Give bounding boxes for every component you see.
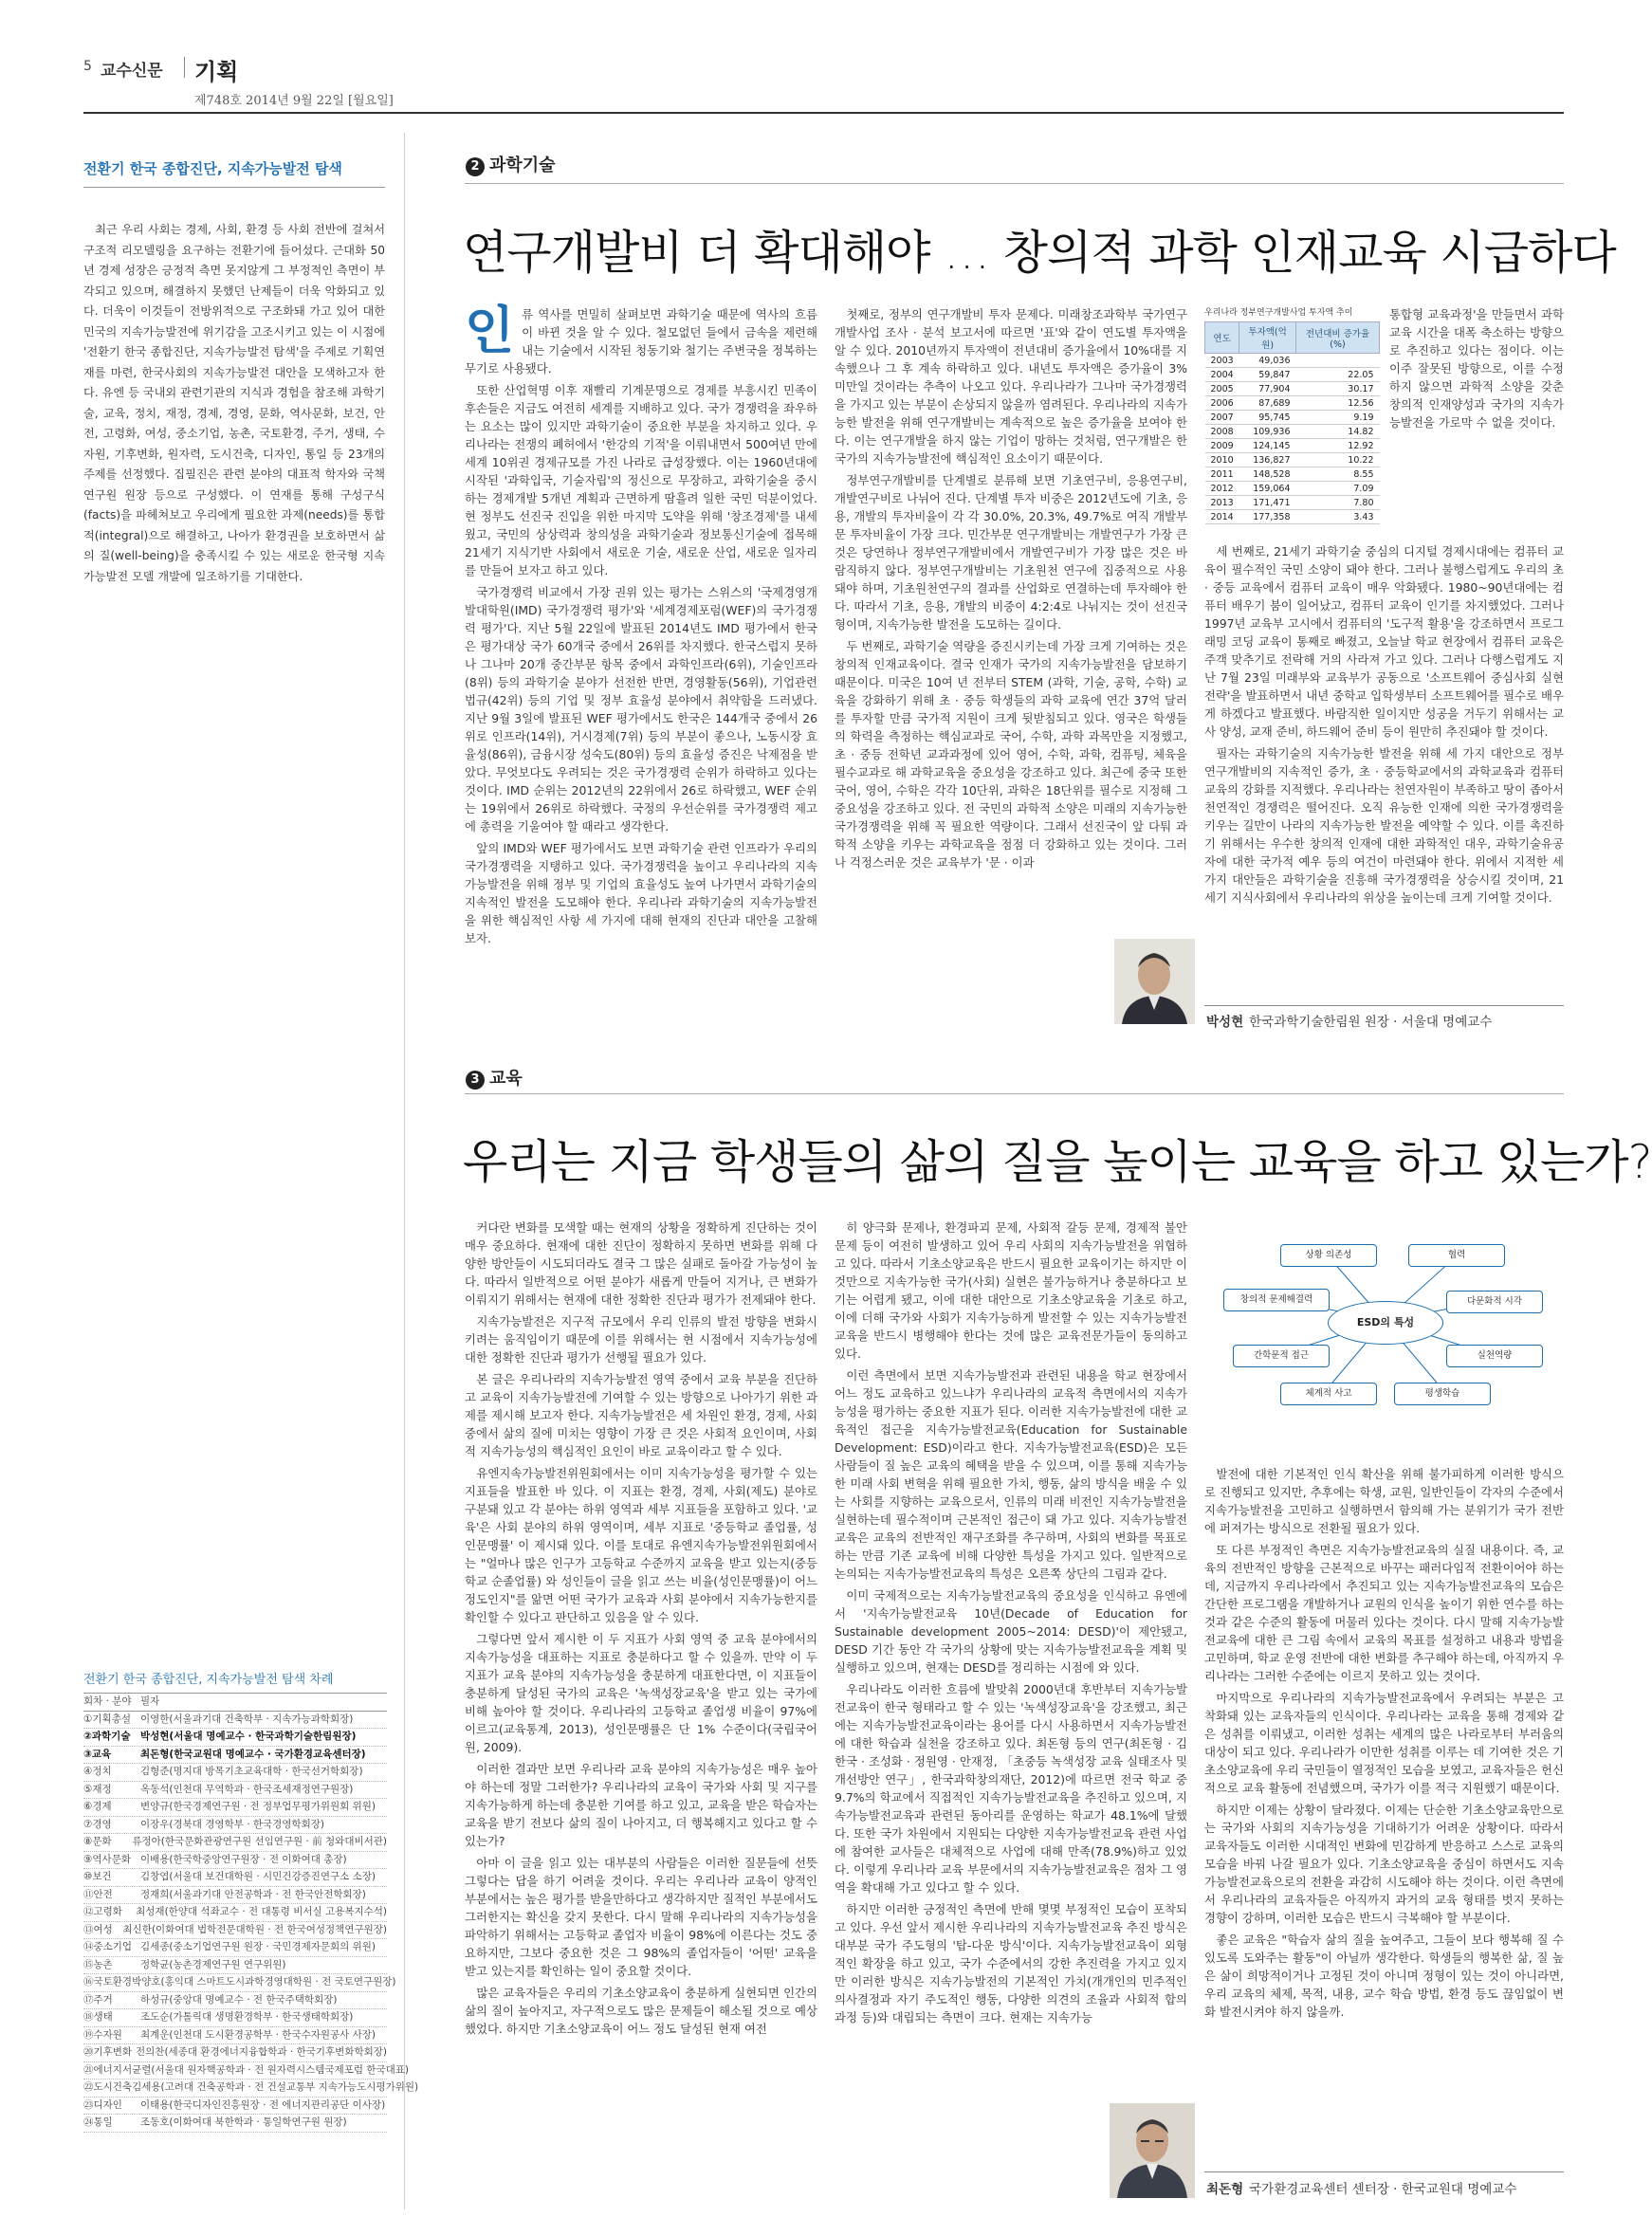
toc-row-author: 박양호(홍익대 스마트도시과학경영대학원 · 전 국토연구원장) — [132, 1976, 396, 1988]
toc-row — [83, 1747, 387, 1765]
article1-paragraph: 국가경쟁력 비교에서 가장 권위 있는 평가는 스위스의 '국제경영개발대학원(IMD) 국가경쟁력 평가'와 '세계경제포럼(WEF)의 국가경쟁력 평가'다. 지난 5월 22일에 발표된 2014년도 IMD 평가에서 한국은 평가대상 국가 60개국 중에서 26위를 차지했다. 한국스럽지 못하나 그나마 20개 중간부문 항목 중에서 과학인프라(6위), 기술인프라(8위) 등의 과학기술 분야가 선전한 반면, 경영활동(56위), 기업관련 법규(42위) 등의 기업 및 정부 효율성 분야에서 취약함을 드러냈다. 지난 9월 3일에 발표된 WEF 평가에서도 한국은 144개국 중에서 26위로 인프라(14위), 거시경제(7위) 등의 부분이 좋으나, 노동시장 효율성(86위), 금융시장 성숙도(80위) 등의 효율성 증진은 낙제점을 받았다. 무엇보다도 우려되는 것은 국가경쟁력 순위가 하락하고 있다는 것이다. IMD 순위는 2012년의 22위에서 26로 하락했고, WEF 순위는 19위에서 26위로 하락했다. 국정의 우선순위를 국가경쟁력 제고에 총력을 기울여야 할 때라고 생각한다. — [465, 585, 817, 834]
toc-row-topic: ⑥경제 — [83, 1801, 112, 1812]
toc-row — [83, 1922, 387, 1940]
toc-row-author: 최돈형(한국교원대 명예교수 · 국가환경교육센터장) — [140, 1748, 366, 1760]
table-cell-growth: 7.80 — [1296, 496, 1380, 510]
article2-col3 — [1204, 1465, 1564, 2162]
table-row — [1205, 510, 1380, 524]
toc-row-author: 변양규(한국경제연구원 · 전 정부업무평가위원회 위원) — [140, 1801, 376, 1812]
article1-byline-title: 한국과학기술한림원 원장 · 서울대 명예교수 — [1249, 1015, 1493, 1030]
table-cell-amount: 95,745 — [1239, 411, 1296, 425]
toc-row-author: 김세종(중소기업연구원 원장 · 국민경제자문회의 위원) — [140, 1941, 376, 1952]
article2-tag — [466, 1065, 523, 1090]
article2-headline: 우리는 지금 학생들의 삶의 질을 높이는 교육을 하고 있는가? — [463, 1135, 1652, 1189]
toc-row-topic: ⑳기후변화 — [83, 2046, 133, 2058]
article1-col1 — [465, 301, 817, 951]
toc-row — [83, 1992, 387, 2010]
table-cell-amount: 171,471 — [1239, 496, 1296, 510]
table-cell-year: 2003 — [1205, 354, 1239, 368]
article2-tag-label: 교육 — [489, 1069, 523, 1089]
table-cell-amount: 136,827 — [1239, 453, 1296, 467]
series-intro-text: 최근 우리 사회는 경제, 사회, 환경 등 사회 전반에 걸쳐서 구조적 리모델링을 요구하는 전환기에 들어섰다. 근대화 50년 경제 성장은 긍정적 측면 못지않게 그 부정적인 측면이 부각되고 있으며, 해결하지 못했던 난제들이 더욱 악화되고 있다. 더욱이 이것들이 전방위적으로 구조화돼 가고 있어 대한민국의 지속가능발전에 위기감을 고조시키고 있는 이 시점에 '전환기 한국 종합진단, 지속가능발전 탐색'을 주제로 기획연재를 마련, 한국사회의 지속가능발전 대안을 모색하고자 한다. 유엔 등 국내외 관련기관의 지식과 경험을 참조해 과학기술, 교육, 정치, 재정, 경제, 경영, 문화, 역사문화, 보건, 안전, 고령화, 여성, 중소기업, 농촌, 국토환경, 주거, 생태, 수자원, 기후변화, 원자력, 도시건축, 디자인, 통일 등 23개의 주제를 선정했다. 집필진은 관련 분야의 대표적 학자와 국책연구원 원장 등으로 구성했다. 이 연재를 통해 구성구식(facts)을 파헤쳐보고 우리에게 필요한 과제(needs)를 통합적(integral)으로 해결하고, 나아가 환경권을 보호하면서 삶의 질(well-being)을 충족시킬 수 있는 새로운 한국형 지속가능발전 모델 개발에 일조하기를 기대한다. — [83, 223, 385, 583]
table-cell-year: 2011 — [1205, 467, 1239, 482]
article2-col1 — [465, 1218, 817, 2209]
article2-paragraph: 아마 이 글을 읽고 있는 대부분의 사람들은 이러한 질문들에 선뜻 그렇다는 답을 하기 어려울 것이다. 우리는 우리나라 교육이 양적인 부분에서는 높은 평가를 받을만하다고 생각하지만 질적인 부분에서도 그러한지는 확신을 갖지 못한다. 다시 말해 우리나라의 지속가능성을 파악하기 위해서는 고등학교 졸업자 비율이 98%에 이른다는 것도 중요하지만, 그보다 중요한 것은 그 98%의 졸업자들이 '어떤' 교육을 받고 있는지를 확인하는 일이 중요할 것이다. — [465, 1856, 817, 1978]
author-photo-choi-image — [1110, 2103, 1195, 2198]
toc-row — [83, 2115, 387, 2133]
article2-paragraph: 이러한 결과만 보면 우리나라 교육 분야의 지속가능성은 매우 높아야 하는데 정말 그러한가? 우리나라의 교육이 국가와 사회 및 지구를 지속가능하게 하는데 충분한 기여를 하고 있고, 교육을 받은 학습자는 교육을 받기 전보다 삶의 질이 나아지고, 더 행복해지고 있다고 할 수 있는가? — [465, 1762, 817, 1848]
table-row — [1205, 482, 1380, 496]
series-title-rule — [83, 187, 385, 188]
author-photo-park-image — [1114, 939, 1195, 1024]
toc-row-topic: ⑬여성 — [83, 1923, 113, 1935]
table-row — [1205, 411, 1380, 425]
article1-col3-bot-text: 필자는 과학기술의 지속가능한 발전을 위해 세 가지 대안으로 정부 연구개발비의 지속적인 증가, 초 · 중등학교에서의 과학교육과 컴퓨터 교육의 강화를 지적했다. 우리나라는 천연자원이 부족하고 땅이 좁아서 천연적인 경쟁력은 떨어진다. 오직 유능한 인재에 의한 국가경쟁력을 키우는 길만이 나라의 지속가능한 발전을 예약할 수 있다. 이를 촉진하기 위해서는 우수한 창의적 인재에 대한 과학적인 대우, 과학기술유공자에 대한 국가적 예우 등의 여건이 마련돼야 한다. 위에서 지적한 세 가지 대안들은 과학기술을 진흥해 국가경쟁력을 상승시킬 것이며, 21세기 지식사회에서 우리나라의 위상을 높이는데 크게 기여할 것이다. — [1204, 746, 1564, 905]
author-photo-choi — [1110, 2103, 1195, 2198]
article1-paragraph: 정부연구개발비를 단계별로 분류해 보면 기초연구비, 응용연구비, 개발연구비로 나뉘어 진다. 단계별 투자 비중은 2012년도에 기초, 응용, 개발의 투자비율이 각 각 30.0%, 20.3%, 49.7%로 여직 개발부문 투자비율이 가장 크다. 민간부문 연구개발비는 개발연구가 가장 큰 것은 당연하나 정부연구개발비에서 개발연구비가 가장 많은 것은 바람직하지 않다. 정부연구개발비는 기초원천 연구에 집중적으로 사용돼야 하며, 기초원천연구의 결과를 산업화로 연결하는데 투자해야 한다. 따라서 기초, 응용, 개발의 비중이 4:2:4로 나눠지는 것이 선진국 형이며, 지속가능한 발전을 도모하는 길이다. — [835, 473, 1187, 632]
section-title: 기획 — [194, 59, 239, 85]
table-cell-amount: 159,064 — [1239, 482, 1296, 496]
toc-row-topic: ⑱생태 — [83, 2011, 113, 2023]
article1-tag — [466, 152, 556, 176]
article2-paragraph: 유엔지속가능발전위원회에서는 이미 지속가능성을 평가할 수 있는 지표들을 발표한 바 있다. 이 지표는 환경, 경제, 사회(제도) 분야로 구분돼 있고 각 분야는 하위 영역과 세부 지표들을 포함하고 있다. '교육'은 사회 분야의 하위 영역이며, 세부 지표로 '중등학교 졸업률, 성인문맹률' 이 제시돼 있다. 이를 토대로 유엔지속가능발전위원회에서는 "얼마나 많은 인구가 고등학교 수준까지 교육을 받고 있는지(중등학교 순졸업률) 와 성인들이 글을 읽고 쓰는 비율(성인문맹률)이 어느 정도인지"를 앎면 어떤 국가가 교육과 사회 분야에서 지속가능한지를 확인할 수 있다고 판단하고 있음을 알 수 있다. — [465, 1466, 817, 1624]
table-cell-year: 2009 — [1205, 439, 1239, 453]
article1-byline — [1206, 1011, 1492, 1030]
investment-table-grid — [1204, 321, 1380, 524]
toc-row — [83, 1904, 387, 1922]
article1-tag-rule — [465, 183, 1564, 184]
esd-diagram — [1204, 1214, 1564, 1451]
toc-row-topic: ㉒도시건축 — [83, 2081, 133, 2093]
toc-row-topic: ③교육 — [83, 1748, 112, 1760]
article1-paragraph: 두 번째로, 과학기술 역량을 증진시키는데 가장 크게 기여하는 것은 창의적 인재교육이다. 결국 인재가 국가의 지속가능발전을 담보하기 때문이다. 미국은 10여 년 전부터 STEM (과학, 기술, 공학, 수학) 교육을 강화하기 위해 초 · 중등 학생들의 과학 교육에 연간 37억 달러를 투자할 만큼 국가적 지원이 크게 뒷받침되고 있다. 영국은 학생들의 학력을 측정하는 핵심교과로 국어, 수학, 과학 과목만을 지정했고, 초 · 중등 전학년 교과과정에 있어 영어, 수학, 과학, 컴퓨팅, 체육을 필수교과로 해 과학교육을 중요성을 강조하고 있다. 최근에 중국 또한 국어, 영어, 수학은 각각 10단위, 과학은 18단위를 필수로 지정해 그 중요성을 강조하고 있다. 전 국민의 과학적 소양은 미래의 지속가능한 국가경쟁력을 위해 꼭 필요한 역량이다. 그래서 선진국이 앞 다퉈 과학적 소양을 키우는 과학교육을 점점 더 강화하고 있는 것이다. 그러나 걱정스러운 것은 교육부가 '문 · 이과 — [835, 639, 1187, 870]
toc-row — [83, 2044, 387, 2062]
table-cell-growth: 3.43 — [1296, 510, 1380, 524]
toc-row-author: 서균렬(서울대 원자핵공학과 · 전 원자력시스템국제포럼 한국대표) — [121, 2063, 410, 2076]
toc-list — [83, 1712, 419, 2133]
toc-row-topic: ⑦경영 — [83, 1818, 112, 1830]
toc-row — [83, 1869, 387, 1887]
article1-paragraph: 앞의 IMD와 WEF 평가에서도 보면 과학기술 관련 인프라가 우리의 국가경쟁력을 지탱하고 있다. 국가경쟁력을 높이고 우리나라의 지속가능발전을 위해 정부 및 기업의 효율성도 높여 나가면서 과학기술의 지속적인 발전을 도모해야 한다. 우리나라 과학기술의 지속가능발전을 위한 핵심적인 사항 세 가지에 대해 현재의 진단과 대안을 고찰해 보자. — [465, 841, 817, 945]
toc-row-topic: ⑲수자원 — [83, 2028, 122, 2041]
toc-head-col2: 필자 — [140, 1695, 160, 1707]
article1-col3-mid-text: 세 번째로, 21세기 과학기술 중심의 디지털 경제시대에는 컴퓨터 교육이 필수적인 국민 소양이 돼야 한다. 그러나 불행스럽게도 우리의 초 · 중등 교육에서 컴퓨터 교육이 매우 악화됐다. 1980~90년대에는 컴퓨터 배우기 붐이 일어났고, 컴퓨터 교육이 인기를 차지했었다. 그러나 1997년 교육부 고시에서 컴퓨터의 '도구적 활용'을 강조하면서 프로그래밍 코딩 교육이 통째로 빠졌고, 오늘날 학교 현장에서 컴퓨터 교육은 주객 맞추기로 전락해 거의 사라져 가고 있다. 그러나 다행스럽게도 지난 7월 23일 미래부와 교육부가 공동으로 '소프트웨어 중심사회 실현전략'을 발표하면서 내년 중학교 입학생부터 소프트웨어를 필수로 배우게 하겠다고 발표했다. 바람직한 일이지만 성공을 거두기 위해서는 교사 양성, 교재 준비, 하드웨어 준비 등이 원만히 추진돼야 할 것이다. — [1204, 544, 1564, 739]
article1-byline-rule — [1204, 1005, 1564, 1006]
toc-row-topic: ⑧문화 — [83, 1836, 112, 1847]
article2-paragraph: 하지만 이러한 긍정적인 측면에 반해 몇몇 부정적인 모습이 포착되고 있다. 우선 앞서 제시한 우리나라의 지속가능발전교육 추진 방식은 대부분 국가 주도형의 '탑-다운 방식'이다. 지속가능발전교육이 외형적인 확장을 하고 있고, 국가 수준에서의 강한 추진력을 가지고 있지만 이러한 방식은 지속가능발전의 기본적인 가치(개개인의 민주적인 의사결정과 자기 주도적인 행동, 다양한 의견의 조율과 사회적 합의 과정 등)와 대립되는 측면이 크다. 현재는 지속가능 — [835, 1902, 1187, 2025]
esd-node-lifelong-learning: 평생학습 — [1394, 1383, 1491, 1405]
toc-row-topic: ⑨역사문화 — [83, 1853, 131, 1865]
article1-tag-label: 과학기술 — [489, 156, 556, 175]
toc-row — [83, 2027, 387, 2045]
toc-row-author: 김세용(고려대 건축공학과 · 전 건설교통부 지속가능도시평가위원) — [132, 2081, 419, 2093]
toc-row-topic: ㉓디자인 — [83, 2098, 122, 2111]
table-cell-growth: 12.92 — [1296, 439, 1380, 453]
toc-row-author: 최신한(이화여대 법학전문대학원 · 전 한국여성정책연구원장) — [122, 1923, 387, 1935]
toc-row-topic: ①기획총설 — [83, 1713, 131, 1725]
toc-row-author: 이영한(서울과기대 건축학부 · 지속가능과학회장) — [140, 1713, 354, 1725]
article2-col3-body — [1204, 1465, 1564, 2021]
issue-info: 제748호 2014년 9월 22일 [월요일] — [194, 94, 394, 108]
table-cell-year: 2014 — [1205, 510, 1239, 524]
toc-row-author: 최계운(인천대 도시환경공학부 · 한국수자원공사 사장) — [140, 2028, 376, 2041]
article2-paragraph: 히 양극화 문제나, 환경파괴 문제, 사회적 갈등 문제, 경제적 불안 문제 등이 여전히 발생하고 있어 우리 사회의 지속가능발전을 위협하고 있다. 따라서 기초소양교육은 반드시 필요한 교육이기는 하지만 이것만으로 지속가능한 국가(사회) 실현은 불가능하거나 충분하다고 보기는 어렵게 됐고, 이에 대한 대안으로 기초소양교육을 기초로 하고, 이에 더해 국가와 사회가 지속가능하게 발전할 수 있는 지속가능발전교육을 반드시 병행해야 한다는 것에 많은 교육전문가들이 동의하고 있다. — [835, 1220, 1187, 1361]
table-row — [1205, 496, 1380, 510]
table-cell-year: 2013 — [1205, 496, 1239, 510]
article1-col2-body — [835, 305, 1187, 871]
article2-paragraph: 우리나라도 이러한 흐름에 발맞춰 2000년대 후반부터 지속가능발전교육이 한국 형태라고 할 수 있는 '녹색성장교육'을 강조했고, 최근에는 지속가능발전교육이라는 용어를 다시 사용하면서 지속가능발전에 대한 학습과 실천을 강조하고 있다. 최돈형 등의 연구(최돈형 · 김한국 · 조성화 · 정원영 · 안재정, 「초중등 녹색성장 교육 실태조사 및 개선방안 연구」, 한국과학창의재단, 2012)에 따르면 전국 학교 중 9.7%의 학교에서 직접적인 지속가능발전교육을 추진하고 있으며, 지속가능발전교육과 관련된 동아리를 운영하는 학교가 48.1%에 달했다. 또한 국가 차원에서 지원되는 다양한 지속가능발전교육 관련 사업에 참여한 교사들은 대체적으로 사업에 대해 만족(78.9%)하고 있었다. 이렇게 우리나라 교육 부문에서의 지속가능발전교육은 점차 그 영역을 확대해 가고 있다고 할 수 있다. — [835, 1682, 1187, 1895]
table-cell-growth: 9.19 — [1296, 411, 1380, 425]
toc-row — [83, 1799, 387, 1817]
investment-table-caption: 우리나라 정부연구개발사업 투자액 추이 — [1204, 308, 1353, 318]
masthead-rule — [83, 112, 1564, 114]
table-cell-year: 2006 — [1205, 396, 1239, 411]
table-row — [1205, 396, 1380, 411]
page-number: 5 — [83, 59, 92, 74]
table-header-amount: 투자액(억원) — [1239, 322, 1296, 354]
toc-row-topic: ㉑에너지 — [83, 2063, 122, 2076]
article2-paragraph: 커다란 변화를 모색할 때는 현재의 상황을 정확하게 진단하는 것이 매우 중요하다. 현재에 대한 진단이 정확하지 못하면 변화를 위해 다양한 방안들이 시도되더라도 결국 그 많은 실패로 돌아갈 가능성이 높다. 따라서 일반적으로 어떤 분야가 새롭게 만들어 지거나, 큰 변화가 이뤄지기 위해서는 현재에 대한 정확한 진단과 평가가 전제돼야 한다. — [465, 1220, 817, 1307]
toc-row — [83, 1957, 387, 1975]
toc-row — [83, 1852, 387, 1870]
table-cell-growth — [1296, 354, 1380, 368]
toc-row-topic: ②과학기술 — [83, 1731, 131, 1742]
toc-row — [83, 2098, 387, 2116]
table-row — [1205, 425, 1380, 439]
table-cell-amount: 109,936 — [1239, 425, 1296, 439]
article1-col3-main — [1204, 542, 1564, 910]
article2-paragraph: 이미 국제적으로는 지속가능발전교육의 중요성을 인식하고 유엔에서 '지속가능발전교육 10년(Decade of Education for Sustainable development 2005~2014: DESD)'이 제안됐고, DESD 기간 동안 각 국가의 상황에 맞는 지속가능발전교육을 계획 및 실행하고 있으며, 현재는 DESD를 정리하는 시점에 와 있다. — [835, 1588, 1187, 1675]
table-cell-amount: 177,358 — [1239, 510, 1296, 524]
table-cell-year: 2012 — [1205, 482, 1239, 496]
article1-lead: 류 역사를 면밀히 살펴보면 과학기술 때문에 역사의 흐름이 바뀐 것을 알 수 있다. 철모없던 들에서 금속을 제련해 내는 기술에서 시작된 청동기와 철기는 주변국을 정복하는 무기로 사용됐다. — [465, 307, 817, 376]
table-row — [1205, 439, 1380, 453]
column-divider-left — [404, 133, 405, 2209]
article2-paragraph: 하지만 이제는 상황이 달라졌다. 이제는 단순한 기초소양교육만으로는 국가와 사회의 지속가능성을 기대하기가 어려운 상황이다. 따라서 교육자들도 이러한 시대적인 변화에 민감하게 반응하고 스스로 교육의 모습을 바꿔 나갈 필요가 있다. 기초소양교육을 중심이 하면서도 지속가능발전교육으로의 전환을 과감히 시도해야 하는 것이다. 이런 측면에서 우리나라의 교육자들은 아직까지 과거의 교육 형태를 벗지 못하는 경향이 강하며, 이러한 모습은 반드시 극복해야 할 부분이다. — [1204, 1803, 1564, 1925]
toc-row-author: 이배용(한국학중앙연구원장 · 전 이화여대 총장) — [140, 1853, 347, 1865]
series-intro — [83, 220, 385, 591]
toc-row-topic: ㉔통일 — [83, 2116, 113, 2128]
toc-row-author: 정재희(서울과기대 안전공학과 · 전 한국안전학회장) — [140, 1888, 366, 1900]
toc-row-topic: ④정치 — [83, 1766, 112, 1777]
esd-node-multicultural-view: 다문화적 시각 — [1446, 1291, 1543, 1313]
toc-row-topic: ⑫고령화 — [83, 1906, 122, 1917]
table-cell-amount: 77,904 — [1239, 382, 1296, 396]
article2-paragraph: 본 글은 우리나라의 지속가능발전 영역 중에서 교육 부분을 진단하고 교육이 지속가능발전에 기여할 수 있는 방향으로 나아가기 위한 과제를 제시해 보고자 한다. 지속가능발전은 세 차원인 환경, 경제, 사회 중에서 삶의 질에 미치는 영향이 가장 큰 것은 사회적 요인이며, 사회적 지속가능성의 핵심적인 요인이 바로 교육이라고 할 수 있다. — [465, 1372, 817, 1458]
toc-row — [83, 1817, 387, 1835]
article2-paragraph: 지속가능발전은 지구적 규모에서 우리 인류의 발전 방향을 변화시키려는 움직임이기 때문에 이를 위해서는 현 시점에서 지속가능성에 대한 정확한 진단과 평가가 선행될 필요가 있다. — [465, 1314, 817, 1365]
toc-row-author: 김창엽(서울대 보건대학원 · 시민건강증진연구소 소장) — [140, 1871, 376, 1882]
toc-row-author: 류정아(한국문화관광연구원 선임연구원 · 前 청와대비서관) — [132, 1836, 387, 1847]
article1-dropcap: 인 — [465, 301, 515, 360]
toc-row — [83, 1764, 387, 1782]
table-cell-amount: 49,036 — [1239, 354, 1296, 368]
article1-byline-name: 박성현 — [1206, 1015, 1244, 1030]
article2-paragraph: 많은 교육자들은 우리의 기초소양교육이 충분하게 실현되면 인간의 삶의 질이 높아지고, 자구적으로도 많은 문제들이 해소될 것으로 예상했었다. 하지만 기초소양교육이 어느 정도 달성된 현재 여전 — [465, 1986, 817, 2036]
toc-row-author: 정학균(농촌경제연구원 연구위원) — [140, 1958, 286, 1970]
article2-paragraph: 그렇다면 앞서 제시한 이 두 지표가 사회 영역 중 교육 분야에서의 지속가능성을 대표하는 지표로 충분하다고 할 수 있을까. 만약 이 두 지표가 교육 분야의 지속가능성을 충분하게 대표한다면, 이 지표들이 충분하게 달성된 국가의 교육은 '녹색성장교육'을 받고 있는 국가에 비해 높아야 할 것이다. 우리나라의 고등학교 졸업생 비율이 97%에 이르고(교육통계, 2013), 성인문맹률은 단 1% 수준이다(국립국어원, 2009). — [465, 1632, 817, 1754]
toc-row-author: 하성규(중앙대 명예교수 · 전 한국주택학회장) — [140, 1993, 338, 2006]
article1-paragraph: 또한 산업혁명 이후 재빨리 기계문명으로 경제를 부흥시킨 민족이 후손들은 지금도 여전히 세계를 지배하고 있다. 국가 경쟁력을 좌우하는 요소는 많이 있지만 과학기술이 중요한 부분을 차지하고 있다. 우리나라는 전쟁의 폐허에서 '한강의 기적'을 이뤄내면서 500여년 만에 세계 10위권 경제규모를 가진 나라로 급성장했다. 이는 1960년대에 시작된 '과학입국, 기술자립'의 정신으로 무장하고, 과학기술을 중시하는 경제개발 5개년 계획과 근면하게 땀흘려 일한 국민 덕분이었다. 현 정부도 선진국 진입을 위한 마지막 도약을 위해 '창조경제'를 내세웠고, 국민의 상상력과 창의성을 과학기술과 정보통신기술에 접목해 21세기 지식기반 사회에서 새로운 기술, 새로운 산업, 새로운 일자리를 만들어 보자고 하고 있다. — [465, 383, 817, 577]
investment-table — [1204, 305, 1380, 524]
article2-byline-rule — [1204, 2171, 1564, 2172]
toc-head-col1: 회차 · 분야 — [83, 1695, 132, 1707]
toc-row-author: 전의찬(세종대 환경에너지융합학과 · 한국기후변화학회장) — [136, 2046, 387, 2058]
article1-tag-number: 2 — [466, 157, 485, 176]
table-cell-amount: 124,145 — [1239, 439, 1296, 453]
table-cell-growth: 12.56 — [1296, 396, 1380, 411]
article2-tag-rule — [465, 1093, 1564, 1094]
table-cell-growth: 8.55 — [1296, 467, 1380, 482]
esd-center — [1328, 1301, 1443, 1345]
toc-row — [83, 1974, 396, 1992]
paper-name: 교수신문 — [101, 62, 163, 81]
toc-row — [83, 2062, 410, 2080]
esd-center-label: ESD의 특성 — [1356, 1316, 1415, 1328]
table-row — [1205, 354, 1380, 368]
table-cell-growth: 30.17 — [1296, 382, 1380, 396]
toc-row-topic: ⑯국토환경 — [83, 1976, 133, 1988]
masthead-divider — [184, 57, 185, 78]
article1-col1-body — [465, 381, 817, 947]
table-header-year: 연도 — [1205, 322, 1239, 354]
toc-head — [83, 1694, 387, 1712]
toc-row-topic: ⑮농촌 — [83, 1958, 113, 1970]
investment-table-body — [1205, 354, 1380, 524]
toc-row — [83, 1712, 387, 1730]
series-title: 전환기 한국 종합진단, 지속가능발전 탐색 — [83, 160, 342, 177]
toc-row — [83, 1887, 387, 1905]
article2-col1-body — [465, 1218, 817, 2038]
toc-row-author: 이장우(경북대 경영학부 · 한국경영학회장) — [140, 1818, 324, 1830]
table-header-growth: 전년대비 증가율(%) — [1296, 322, 1380, 354]
table-row — [1205, 368, 1380, 382]
esd-node-cooperation: 협력 — [1408, 1244, 1505, 1267]
article1-paragraph: 첫째로, 정부의 연구개발비 투자 문제다. 미래창조과학부 국가연구개발사업 조사 · 분석 보고서에 따르면 '표'와 같이 연도별 투자액을 알 수 있다. 2010년까지 투자액이 전년대비 증가율에서 10%대를 지속했으나 그 후 계속 하락하고 있다. 내년도 투자액은 증가율이 3% 미만일 것이라는 추측이 나오고 있다. 우리나라가 그나마 국가경쟁력을 가지고 있는 부분이 손상되지 않을까 염려된다. 우리나라의 지속가능한 발전을 위해 연구개발비는 계속적으로 높은 증가율을 보여야 한다. 이는 연구개발을 하지 않는 기업이 망하는 것처럼, 연구개발은 한 국가의 지속가능발전에 핵심적인 요소이기 때문이다. — [835, 307, 1187, 466]
article2-byline-title: 국가환경교육센터 센터장 · 한국교원대 명예교수 — [1249, 2182, 1517, 2197]
masthead — [83, 55, 1601, 112]
article2-byline-name: 최돈형 — [1206, 2182, 1244, 2197]
article2-col2 — [835, 1218, 1187, 2209]
toc-row-author: 이태용(한국디자인진흥원장 · 전 에너지관리공단 이사장) — [140, 2098, 386, 2111]
article2-paragraph: 마지막으로 우리나라의 지속가능발전교육에서 우려되는 부분은 고착화돼 있는 교육자들의 인식이다. 우리나라는 교육을 통해 경제와 같은 성취를 이뤄냈고, 이러한 성취는 세계의 많은 나라로부터 부러움의 대상이 되고 있다. 우리나라가 이만한 성취를 이루는 데 기여한 것은 기초소양교육에 우리 국민들이 열정적인 모습을 보였고, 교육자들은 헌신적으로 교육 활동에 전념했으며, 국가가 이를 적극 지원했기 때문이다. — [1204, 1691, 1564, 1795]
toc-row-topic: ⑭중소기업 — [83, 1941, 133, 1952]
toc-row — [83, 1939, 387, 1957]
table-cell-growth: 7.09 — [1296, 482, 1380, 496]
table-cell-year: 2010 — [1205, 453, 1239, 467]
table-cell-year: 2008 — [1205, 425, 1239, 439]
esd-node-interdisciplinary: 간학문적 접근 — [1233, 1345, 1330, 1367]
toc-row-author: 조동호(이화여대 북한학과 · 통일학연구원 원장) — [140, 2116, 347, 2128]
toc-row — [83, 2080, 419, 2098]
esd-node-creative-problem-solving: 창의적 문제해결력 — [1223, 1289, 1330, 1311]
article1-col3-top-text: 통합형 교육과정'을 만들면서 과학교육 시간을 대폭 축소하는 방향으로 추진하고 있다는 점이다. 이는 이주 잘못된 방향으로, 이를 수정하지 않으면 과학적 소양을 갖춘 창의적 인재양성과 국가의 지속가능발전을 가로막 수 없을 것이다. — [1389, 307, 1564, 430]
table-cell-year: 2004 — [1205, 368, 1239, 382]
toc-row — [83, 1782, 387, 1800]
article1-col3-top — [1389, 305, 1564, 435]
toc-row-author: 김형준(명지대 방목기초교육대학 · 한국선거학회장) — [140, 1766, 363, 1777]
article2-paragraph: 좋은 교육은 "학습자 삶의 질을 높여주고, 그들이 보다 행복해 질 수 있도록 도와주는 활동"이 아닐까 생각한다. 학생들의 행복한 삶, 질 높은 삶이 희망적이거나 고정된 것이 아니며 정형이 있는 것이 아니라면, 우리 교육의 체제, 목적, 내용, 교수 학습 방법, 환경 등도 끊임없이 변화 발전시켜야 하지 않을까. — [1204, 1933, 1564, 2019]
article1-headline: 연구개발비 더 확대해야 … 창의적 과학 인재교육 시급하다 — [463, 226, 1616, 280]
article2-tag-number: 3 — [466, 1071, 485, 1090]
table-cell-growth: 22.05 — [1296, 368, 1380, 382]
esd-node-practical-competence: 실천역량 — [1446, 1345, 1543, 1367]
toc-row-topic: ⑰주거 — [83, 1993, 113, 2006]
table-cell-amount: 87,689 — [1239, 396, 1296, 411]
article2-col2-body — [835, 1218, 1187, 2026]
table-cell-growth: 10.22 — [1296, 453, 1380, 467]
toc-row-topic: ⑩보건 — [83, 1871, 112, 1882]
table-cell-year: 2007 — [1205, 411, 1239, 425]
table-cell-growth: 14.82 — [1296, 425, 1380, 439]
toc-row-topic: ⑪안전 — [83, 1888, 113, 1900]
table-row — [1205, 467, 1380, 482]
toc-row-author: 박성현(서울대 명예교수 · 한국과학기술한림원장) — [140, 1731, 357, 1742]
article1-col2 — [835, 305, 1187, 1002]
esd-node-systems-thinking: 체계적 사고 — [1280, 1383, 1377, 1405]
toc-row — [83, 2009, 387, 2027]
table-cell-amount: 148,528 — [1239, 467, 1296, 482]
table-row — [1205, 453, 1380, 467]
toc-row-author: 최성재(한양대 석좌교수 · 전 대통령 비서실 고용복지수석) — [136, 1906, 387, 1917]
toc-row-topic: ⑤재정 — [83, 1783, 112, 1795]
toc — [83, 1669, 419, 2133]
esd-node-context: 상황 의존성 — [1280, 1244, 1377, 1267]
article2-paragraph: 발전에 대한 기본적인 인식 확산을 위해 불가피하게 이러한 방식으로 진행되고 있지만, 추후에는 학생, 교원, 일반인들이 각자의 수준에서 지속가능발전을 고민하고 실행하면서 함의해 가는 분위기가 국가 전반에 퍼져가는 방식으로 전환될 필요가 있다. — [1204, 1467, 1564, 1535]
article2-byline — [1206, 2178, 1516, 2197]
toc-row-author: 옥동석(인천대 무역학과 · 한국조세재정연구원장) — [140, 1783, 354, 1795]
toc-row — [83, 1834, 387, 1852]
table-row — [1205, 382, 1380, 396]
table-cell-amount: 59,847 — [1239, 368, 1296, 382]
table-cell-year: 2005 — [1205, 382, 1239, 396]
toc-row-author: 조도순(가톨릭대 생명환경학부 · 한국생태학회장) — [140, 2011, 354, 2023]
author-photo-park — [1114, 939, 1195, 1024]
toc-title: 전환기 한국 종합진단, 지속가능발전 탐색 차례 — [83, 1669, 387, 1694]
article2-paragraph: 이런 측면에서 보면 지속가능발전과 관련된 내용을 학교 현장에서 어느 정도 교육하고 있느냐가 우리나라의 교육적 측면에서의 지속가능성을 평가하는 중요한 지표가 된다. 이러한 지속가능발전에 대한 교육적인 접근을 지속가능발전교육(Education for Sustainable Development: ESD)이라고 한다. 지속가능발전교육(ESD)은 모든 사람들이 질 높은 교육의 혜택을 받을 수 있으며, 이를 통해 지속가능한 미래 사회 변혁을 위해 필요한 가치, 행동, 삶의 방식을 배울 수 있는 사회를 지향하는 교육으로서, 인류의 미래 비전인 지속가능발전을 실현하는데 필수적이며 근본적인 접근이 돼 가고 있다. 지속가능발전교육은 교육의 전반적인 재구조화를 추구하며, 사회의 변화를 목표로 하는 만큼 기존 교육에 비해 다양한 특성을 가지고 있다. 일반적으로 논의되는 지속가능발전교육의 특성은 오른쪽 상단의 그림과 같다. — [835, 1368, 1187, 1581]
toc-row — [83, 1729, 387, 1747]
article2-paragraph: 또 다른 부정적인 측면은 지속가능발전교육의 실질 내용이다. 즉, 교육의 전반적인 방향을 근본적으로 바꾸는 패러다임적 전환이어야 하는데, 지금까지 우리나라에서 추진되고 있는 지속가능발전교육의 모습은 간단한 프로그램을 개발하거나 교원의 인식을 높이기 위한 연수를 하는 것과 같은 수준의 활동에 머물러 있다는 것이다. 다시 말해 지속가능발전교육에 대한 큰 그림 속에서 교육의 목표를 설정하고 내용과 방법을 고민하며, 학교 운영 전반에 대한 변화를 추구해야 하는데, 아직까지 우리나라는 그러한 수준에는 이르지 못하고 있는 것이다. — [1204, 1543, 1564, 1683]
